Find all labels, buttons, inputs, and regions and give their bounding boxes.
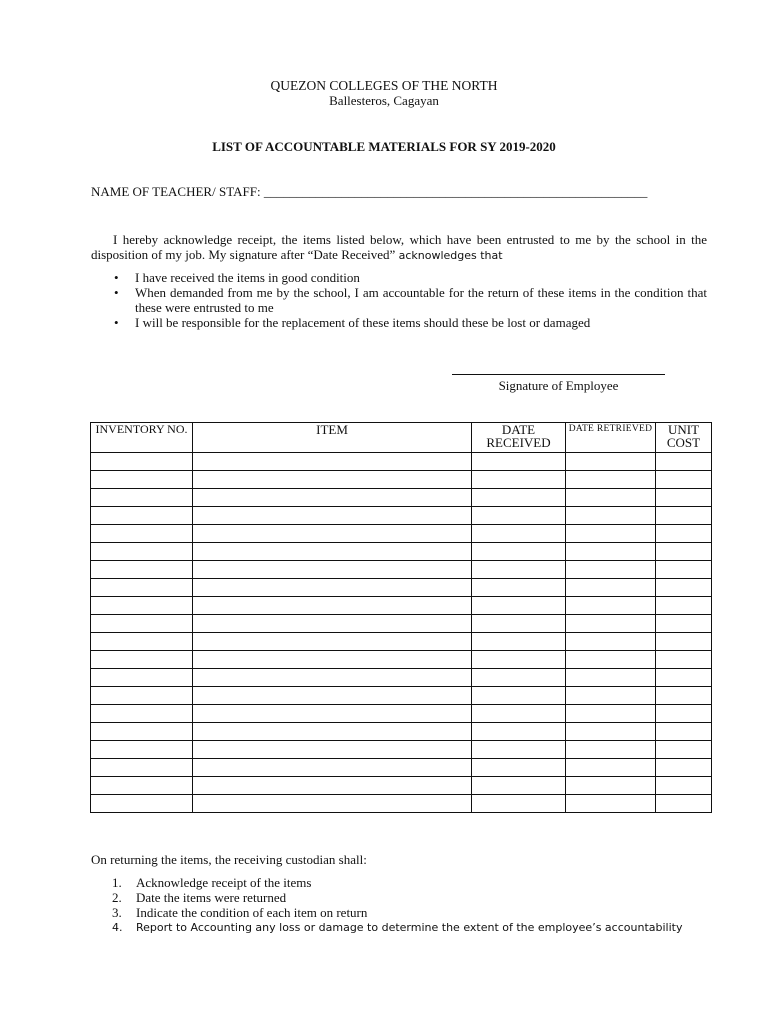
cell-unit-cost[interactable] [656,741,712,759]
cell-item[interactable] [193,507,472,525]
cell-date-received[interactable] [472,471,566,489]
cell-item[interactable] [193,597,472,615]
cell-item[interactable] [193,723,472,741]
cell-date-received[interactable] [472,597,566,615]
cell-unit-cost[interactable] [656,561,712,579]
header-date-retrieved: DATE RETRIEVED [566,423,656,453]
school-address: Ballesteros, Cagayan [329,93,439,108]
cell-date-retrieved[interactable] [566,795,656,813]
step-number: 3. [112,905,122,920]
cell-date-retrieved[interactable] [566,561,656,579]
list-item [91,285,707,315]
list-item-text: When demanded from me by the school, I am accountable for the return of these items in the condition that these were entrusted to me [135,285,707,315]
cell-date-received[interactable] [472,741,566,759]
teacher-name-field[interactable] [91,184,647,200]
bullet-icon: • [114,285,119,300]
cell-unit-cost[interactable] [656,687,712,705]
table-row [91,453,712,471]
cell-date-retrieved[interactable] [566,579,656,597]
acknowledgement-text: I hereby acknowledge receipt, the items listed below, which have been entrusted to me by the school in the disposition of my job. My signature after “Date Received” [91,232,707,262]
cell-inventory-no[interactable] [91,615,193,633]
cell-unit-cost[interactable] [656,651,712,669]
inventory-table-body [91,453,712,813]
table-row [91,669,712,687]
cell-unit-cost[interactable] [656,615,712,633]
table-row [91,759,712,777]
list-item [91,905,682,920]
table-row [91,615,712,633]
cell-unit-cost[interactable] [656,597,712,615]
cell-inventory-no[interactable] [91,597,193,615]
cell-inventory-no[interactable] [91,687,193,705]
cell-date-retrieved[interactable] [566,705,656,723]
cell-date-retrieved[interactable] [566,543,656,561]
cell-item[interactable] [193,615,472,633]
cell-item[interactable] [193,741,472,759]
cell-date-retrieved[interactable] [566,723,656,741]
cell-inventory-no[interactable] [91,633,193,651]
cell-inventory-no[interactable] [91,525,193,543]
cell-unit-cost[interactable] [656,777,712,795]
table-row [91,489,712,507]
header-date-received: DATE RECEIVED [472,423,566,453]
cell-date-retrieved[interactable] [566,633,656,651]
table-row [91,633,712,651]
cell-date-received[interactable] [472,759,566,777]
table-header-row [91,423,712,453]
cell-item[interactable] [193,687,472,705]
cell-date-received[interactable] [472,543,566,561]
cell-date-received[interactable] [472,777,566,795]
inventory-table [90,422,712,813]
cell-date-retrieved[interactable] [566,525,656,543]
cell-date-retrieved[interactable] [566,741,656,759]
cell-date-received[interactable] [472,669,566,687]
cell-item[interactable] [193,795,472,813]
list-item [91,270,707,285]
cell-date-received[interactable] [472,453,566,471]
header-inventory-no: INVENTORY NO. [91,423,193,453]
list-item-text: I will be responsible for the replacement of these items should these be lost or damaged [135,315,591,330]
cell-item[interactable] [193,471,472,489]
returning-steps-list [91,875,682,935]
table-row [91,651,712,669]
table-row [91,579,712,597]
returning-intro: On returning the items, the receiving custodian shall: [91,852,367,867]
cell-inventory-no[interactable] [91,579,193,597]
cell-item[interactable] [193,651,472,669]
table-row [91,507,712,525]
header-item: ITEM [193,423,472,453]
cell-inventory-no[interactable] [91,723,193,741]
signature-line[interactable] [452,374,665,375]
list-item [91,875,682,890]
acknowledgement-tail: acknowledges that [398,249,503,262]
bullet-icon: • [114,315,119,330]
cell-unit-cost[interactable] [656,705,712,723]
cell-date-received[interactable] [472,633,566,651]
table-row [91,705,712,723]
cell-date-retrieved[interactable] [566,615,656,633]
list-item-text: I have received the items in good condition [135,270,360,285]
cell-item[interactable] [193,705,472,723]
cell-date-retrieved[interactable] [566,777,656,795]
cell-inventory-no[interactable] [91,651,193,669]
cell-unit-cost[interactable] [656,453,712,471]
cell-unit-cost[interactable] [656,543,712,561]
cell-date-received[interactable] [472,723,566,741]
cell-date-retrieved[interactable] [566,597,656,615]
cell-inventory-no[interactable] [91,705,193,723]
table-row [91,471,712,489]
step-number: 1. [112,875,122,890]
table-row [91,525,712,543]
cell-date-received[interactable] [472,687,566,705]
cell-date-retrieved[interactable] [566,651,656,669]
cell-item[interactable] [193,561,472,579]
cell-unit-cost[interactable] [656,633,712,651]
list-item [91,920,682,935]
cell-inventory-no[interactable] [91,507,193,525]
table-row [91,561,712,579]
step-text: Indicate the condition of each item on return [136,905,368,920]
cell-item[interactable] [193,633,472,651]
cell-inventory-no[interactable] [91,669,193,687]
cell-item[interactable] [193,669,472,687]
cell-date-received[interactable] [472,579,566,597]
step-number: 4. [112,921,123,934]
cell-unit-cost[interactable] [656,795,712,813]
cell-date-retrieved[interactable] [566,507,656,525]
bullet-icon: • [114,270,119,285]
cell-inventory-no[interactable] [91,471,193,489]
cell-inventory-no[interactable] [91,741,193,759]
table-row [91,741,712,759]
step-text: Report to Accounting any loss or damage to determine the extent of the employee’s accountability [136,921,683,934]
acknowledgement-paragraph [91,232,707,263]
cell-date-retrieved[interactable] [566,489,656,507]
cell-inventory-no[interactable] [91,777,193,795]
cell-unit-cost[interactable] [656,723,712,741]
table-row [91,687,712,705]
cell-unit-cost[interactable] [656,669,712,687]
cell-item[interactable] [193,489,472,507]
cell-inventory-no[interactable] [91,759,193,777]
table-row [91,543,712,561]
step-number: 2. [112,890,122,905]
cell-item[interactable] [193,579,472,597]
cell-item[interactable] [193,525,472,543]
cell-inventory-no[interactable] [91,489,193,507]
table-row [91,597,712,615]
cell-inventory-no[interactable] [91,453,193,471]
cell-unit-cost[interactable] [656,471,712,489]
cell-unit-cost[interactable] [656,525,712,543]
cell-date-received[interactable] [472,561,566,579]
cell-date-retrieved[interactable] [566,687,656,705]
cell-item[interactable] [193,453,472,471]
step-text: Date the items were returned [136,890,287,905]
cell-inventory-no[interactable] [91,561,193,579]
cell-unit-cost[interactable] [656,507,712,525]
document-title: LIST OF ACCOUNTABLE MATERIALS FOR SY 2019-2020 [212,139,556,154]
cell-item[interactable] [193,759,472,777]
cell-date-received[interactable] [472,489,566,507]
cell-date-received[interactable] [472,507,566,525]
signature-label: Signature of Employee [498,378,619,393]
teacher-name-blank[interactable]: ___________________________________________________________ [263,184,648,199]
cell-date-received[interactable] [472,795,566,813]
cell-inventory-no[interactable] [91,795,193,813]
cell-unit-cost[interactable] [656,759,712,777]
teacher-name-label: NAME OF TEACHER/ STAFF: [91,184,264,199]
cell-item[interactable] [193,777,472,795]
cell-unit-cost[interactable] [656,489,712,507]
step-text: Acknowledge receipt of the items [136,875,312,890]
cell-date-received[interactable] [472,525,566,543]
school-name: QUEZON COLLEGES OF THE NORTH [270,78,498,93]
acknowledgement-list [91,270,707,330]
header-unit-cost: UNIT COST [656,423,712,453]
cell-inventory-no[interactable] [91,543,193,561]
cell-date-received[interactable] [472,705,566,723]
list-item [91,890,682,905]
cell-date-retrieved[interactable] [566,453,656,471]
list-item [91,315,707,330]
cell-date-received[interactable] [472,651,566,669]
cell-unit-cost[interactable] [656,579,712,597]
cell-date-retrieved[interactable] [566,759,656,777]
table-row [91,795,712,813]
table-row [91,777,712,795]
table-row [91,723,712,741]
cell-item[interactable] [193,543,472,561]
cell-date-retrieved[interactable] [566,669,656,687]
cell-date-retrieved[interactable] [566,471,656,489]
cell-date-received[interactable] [472,615,566,633]
